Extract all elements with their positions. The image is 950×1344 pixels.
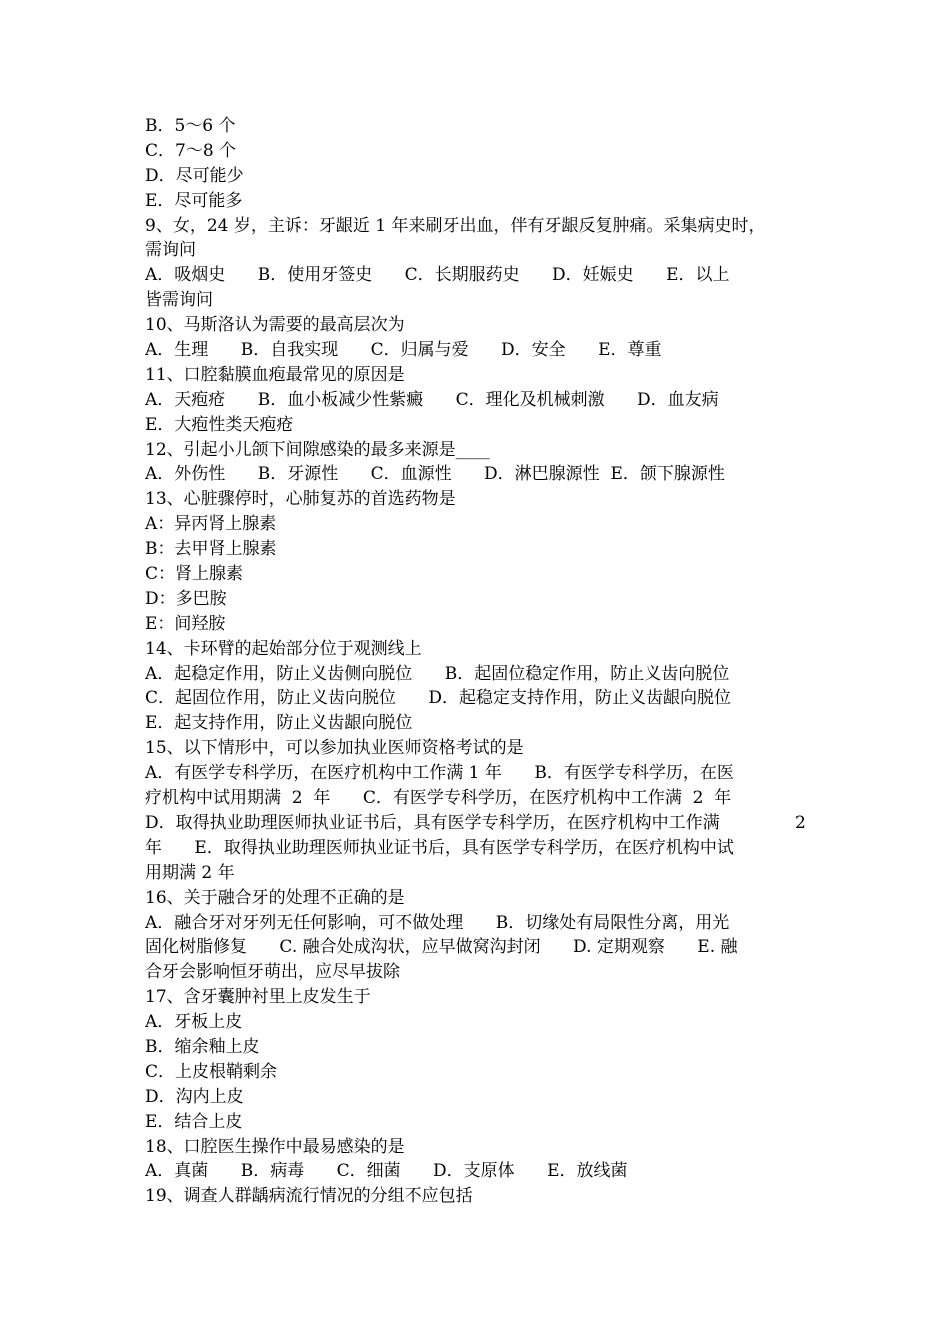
text-line: A：异丙肾上腺素 — [145, 514, 277, 535]
text-line: 用期满 2 年 — [145, 862, 235, 883]
text-line: A．天疱疮 B．血小板减少性紫癜 C．理化及机械刺激 D．血友病 — [145, 389, 719, 410]
question-18: 18、口腔医生操作中最易感染的是 — [145, 1136, 405, 1157]
text-line: A．吸烟史 B．使用牙签史 C．长期服药史 D．妊娠史 E．以上 — [145, 265, 730, 286]
question-13: 13、心脏骤停时，心肺复苏的首选药物是 — [145, 489, 456, 510]
document-page — [145, 114, 820, 1209]
text-line: 年 E．取得执业助理医师执业证书后，具有医学专科学历，在医疗机构中试 — [145, 837, 734, 858]
text-line: C：肾上腺素 — [145, 564, 244, 585]
question-11: 11、口腔黏膜血疱最常见的原因是 — [145, 364, 405, 385]
text-line: A．生理 B．自我实现 C．归属与爱 D．安全 E．尊重 — [145, 340, 662, 361]
text-line: D．取得执业助理医师执业证书后，具有医学专科学历，在医疗机构中工作满 — [145, 812, 720, 833]
text-line: A．起稳定作用，防止义齿侧向脱位 B．起固位稳定作用，防止义齿向脱位 — [145, 663, 730, 684]
text-line: B：去甲肾上腺素 — [145, 539, 277, 560]
text-line: 固化树脂修复 C. 融合处成沟状，应早做窝沟封闭 D. 定期观察 E. 融 — [145, 937, 738, 958]
text-line: 皆需询问 — [145, 290, 213, 311]
text-line: E．结合上皮 — [145, 1111, 243, 1132]
text-line: B．缩余釉上皮 — [145, 1036, 260, 1057]
text-line: C．起固位作用，防止义齿向脱位 D．起稳定支持作用，防止义齿龈向脱位 — [145, 688, 732, 709]
question-16: 16、关于融合牙的处理不正确的是 — [145, 887, 405, 908]
text-line: A．有医学专科学历，在医疗机构中工作满 1 年 B．有医学专科学历，在医 — [145, 763, 734, 784]
text-line: D．尽可能少 — [145, 165, 244, 186]
text-line: 疗机构中试用期满 2 年 C．有医学专科学历，在医疗机构中工作满 2 年 — [145, 788, 732, 809]
text-line: A．真菌 B．病毒 C．细菌 D．支原体 E．放线菌 — [145, 1161, 628, 1182]
text-line: B．5～6 个 — [145, 116, 236, 136]
text-line: 合牙会影响恒牙萌出，应尽早拔除 — [145, 962, 400, 983]
text-line: E．起支持作用，防止义齿龈向脱位 — [145, 713, 413, 734]
text-line: D：多巴胺 — [145, 588, 227, 609]
text-line: E：间羟胺 — [145, 613, 226, 634]
question-17: 17、含牙囊肿衬里上皮发生于 — [145, 987, 371, 1008]
text-line: D．沟内上皮 — [145, 1086, 244, 1107]
text-line: A．融合牙对牙列无任何影响，可不做处理 B．切缘处有局限性分离，用光 — [145, 912, 730, 933]
text-line: C．7～8 个 — [145, 140, 237, 161]
text-line: A．牙板上皮 — [145, 1012, 243, 1033]
page-number: 2 — [795, 813, 806, 833]
text-line: C．上皮根鞘剩余 — [145, 1061, 278, 1082]
text-line: E．大疱性类天疱疮 — [145, 414, 294, 435]
text-line: 需询问 — [145, 240, 196, 261]
question-15: 15、以下情形中，可以参加执业医师资格考试的是 — [145, 738, 524, 759]
question-12: 12、引起小儿颌下间隙感染的最多来源是____ — [145, 439, 490, 460]
question-19: 19、调查人群龋病流行情况的分组不应包括 — [145, 1186, 473, 1207]
question-9: 9、女，24 岁，主诉：牙龈近 1 年来刷牙出血，伴有牙龈反复肿痛。采集病史时， — [145, 215, 766, 236]
question-14: 14、卡环臂的起始部分位于观测线上 — [145, 638, 422, 659]
text-line: E．尽可能多 — [145, 190, 243, 211]
question-10: 10、马斯洛认为需要的最高层次为 — [145, 315, 405, 336]
text-line: A．外伤性 B．牙源性 C．血源性 D．淋巴腺源性 E．颌下腺源性 — [145, 464, 725, 485]
